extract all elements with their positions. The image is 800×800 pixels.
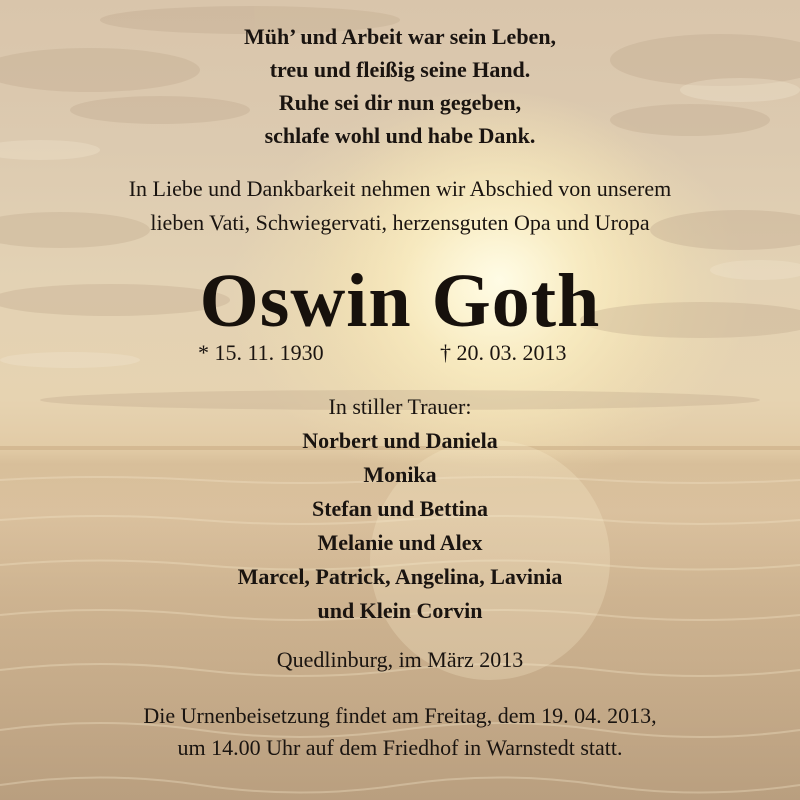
poem-line: Ruhe sei dir nun gegeben, xyxy=(278,90,522,115)
poem xyxy=(0,20,800,152)
family-member: Monika xyxy=(363,462,437,487)
family-member: Norbert und Daniela xyxy=(302,428,498,453)
place-date: Quedlinburg, im März 2013 xyxy=(276,647,524,672)
poem-line: schlafe wohl und habe Dank. xyxy=(264,123,536,148)
deceased-name: Oswin Goth xyxy=(199,259,601,343)
birth-date: * 15. 11. 1930 xyxy=(198,340,324,365)
death-date: † 20. 03. 2013 xyxy=(440,340,567,365)
funeral-line: um 14.00 Uhr auf dem Friedhof in Warnstedt statt. xyxy=(177,735,623,760)
intro-line: In Liebe und Dankbarkeit nehmen wir Abschied von unserem xyxy=(128,176,672,201)
family-list xyxy=(0,424,800,628)
intro-text xyxy=(0,172,800,240)
family-member: Marcel, Patrick, Angelina, Lavinia xyxy=(237,564,563,589)
funeral-notice xyxy=(0,700,800,764)
poem-line: treu und fleißig seine Hand. xyxy=(269,57,531,82)
poem-line: Müh’ und Arbeit war sein Leben, xyxy=(243,24,557,49)
funeral-line: Die Urnenbeisetzung findet am Freitag, dem 19. 04. 2013, xyxy=(143,703,657,728)
family-member: und Klein Corvin xyxy=(317,598,483,623)
mourning-heading: In stiller Trauer: xyxy=(328,394,472,419)
family-member: Melanie und Alex xyxy=(317,530,483,555)
intro-line: lieben Vati, Schwiegervati, herzensguten Opa und Uropa xyxy=(150,210,650,235)
family-member: Stefan und Bettina xyxy=(311,496,489,521)
